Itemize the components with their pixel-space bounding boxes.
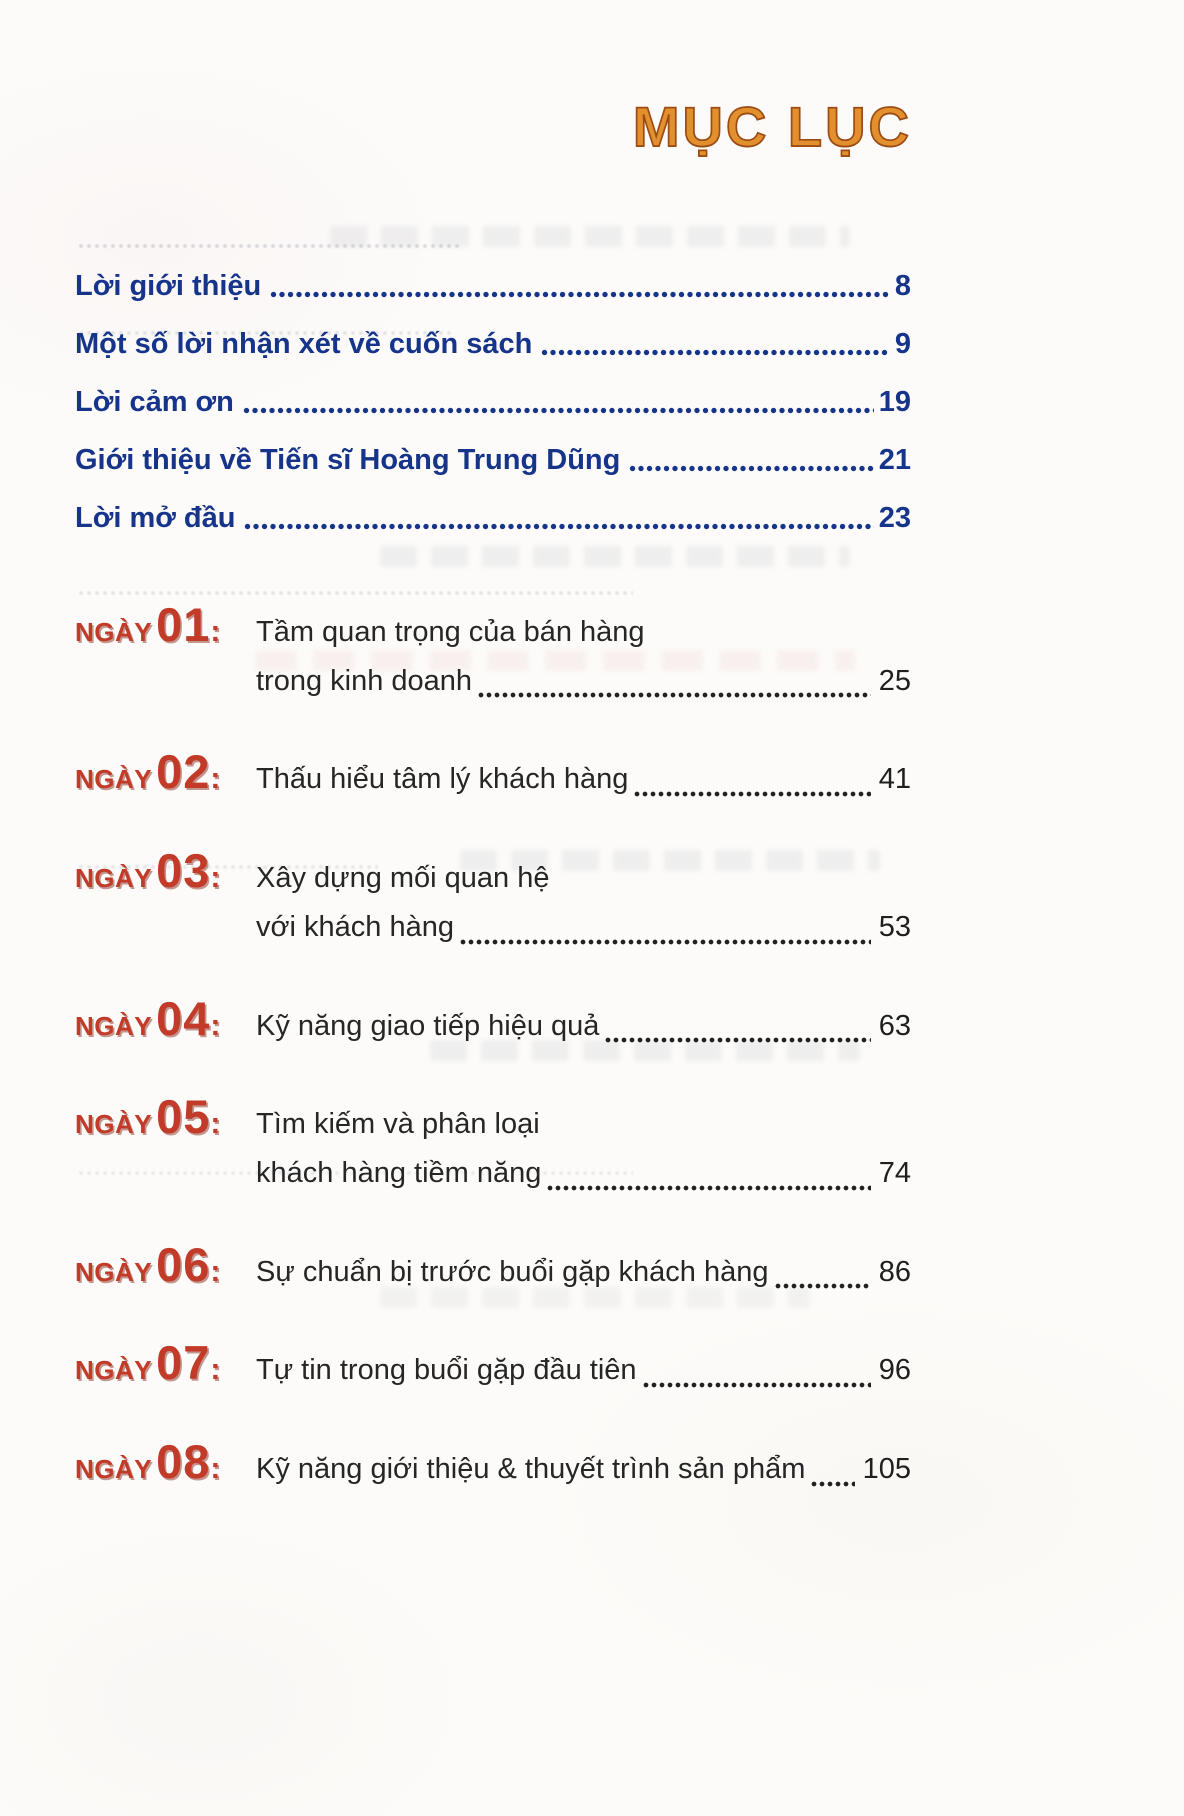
chapter-page: 41 [878, 763, 911, 796]
chapter-entry [75, 843, 911, 951]
chapter-title-block [256, 1089, 911, 1197]
chapter-page: 25 [878, 664, 911, 697]
chapter-title-block [256, 1237, 911, 1297]
dotted-leader [270, 291, 890, 298]
dotted-leader [478, 692, 871, 698]
dotted-leader [244, 523, 873, 530]
chapter-title-line1 [256, 1445, 911, 1494]
chapter-title-line1 [256, 755, 911, 804]
chapter-title-line2 [256, 903, 911, 952]
chapter-title-text: với khách hàng [256, 910, 454, 943]
chapter-title-text: Sự chuẩn bị trước buổi gặp khách hàng [256, 1255, 769, 1288]
day-number: 07 [156, 1336, 211, 1390]
chapter-entry [75, 1434, 911, 1494]
toc-entry-label: Giới thiệu về Tiến sĩ Hoàng Trung Dũng [75, 444, 621, 476]
day-word: NGÀY [75, 764, 153, 795]
chapter-title-line1 [256, 608, 911, 657]
toc-entry [75, 444, 911, 477]
day-word: NGÀY [75, 863, 153, 894]
dotted-leader [629, 465, 873, 472]
day-word: NGÀY [75, 1109, 153, 1140]
table-of-contents [75, 270, 911, 1533]
chapter-title-text: Tự tin trong buổi gặp đầu tiên [256, 1354, 637, 1387]
chapter-day-badge [75, 1335, 256, 1395]
dotted-leader [243, 407, 874, 414]
day-colon: : [210, 762, 221, 796]
toc-entry-label: Một số lời nhận xét về cuốn sách [75, 328, 533, 360]
chapter-title-block [256, 843, 911, 951]
chapter-title-line1 [256, 1248, 911, 1297]
toc-entry [75, 502, 911, 535]
chapter-day-badge [75, 991, 256, 1051]
dotted-leader [643, 1382, 871, 1388]
chapter-day-badge [75, 597, 256, 705]
chapter-page: 53 [878, 910, 911, 943]
chapter-title-block [256, 744, 911, 804]
day-number: 06 [156, 1237, 211, 1291]
chapter-list [75, 597, 911, 1494]
chapter-entry [75, 991, 911, 1051]
chapter-page: 86 [878, 1255, 911, 1288]
chapter-title-text: Tìm kiếm và phân loại [256, 1108, 540, 1141]
day-colon: : [210, 615, 221, 648]
front-matter-list [75, 270, 911, 535]
day-word: NGÀY [75, 617, 153, 647]
chapter-title-line1 [256, 1100, 911, 1149]
toc-entry-page: 8 [894, 270, 911, 302]
day-word: NGÀY [75, 1010, 153, 1041]
day-number: 01 [156, 598, 211, 651]
chapter-title-line1 [256, 1002, 911, 1051]
day-word: NGÀY [75, 1355, 153, 1386]
chapter-page: 96 [878, 1354, 911, 1387]
day-number: 03 [156, 844, 211, 898]
chapter-title-text: Kỹ năng giao tiếp hiệu quả [256, 1009, 600, 1042]
bleedthrough-dots [78, 243, 463, 249]
chapter-page: 105 [862, 1453, 911, 1486]
chapter-entry [75, 1335, 911, 1395]
dotted-leader [811, 1481, 854, 1487]
chapter-title-line1 [256, 854, 911, 903]
day-word: NGÀY [75, 1256, 153, 1287]
chapter-title-block [256, 991, 911, 1051]
chapter-title-block [256, 597, 911, 705]
dotted-leader [605, 1037, 870, 1043]
chapter-day-badge [75, 1237, 256, 1297]
toc-entry-page: 19 [878, 386, 911, 418]
chapter-title-text: khách hàng tiềm năng [256, 1157, 542, 1190]
dotted-leader [634, 791, 870, 797]
chapter-page: 63 [878, 1009, 911, 1042]
day-colon: : [210, 1452, 221, 1486]
toc-entry-page: 23 [878, 502, 911, 534]
chapter-title-line2 [256, 1149, 911, 1198]
day-number: 02 [156, 745, 211, 799]
chapter-title-text: Tầm quan trọng của bán hàng [256, 616, 645, 648]
chapter-title-text: Xây dựng mối quan hệ [256, 862, 550, 895]
toc-entry-label: Lời giới thiệu [75, 270, 262, 302]
day-number: 04 [156, 991, 211, 1045]
day-colon: : [210, 1353, 221, 1387]
toc-entry [75, 270, 911, 303]
toc-entry-page: 21 [878, 444, 911, 476]
chapter-title-line1 [256, 1346, 911, 1395]
toc-entry-page: 9 [894, 328, 911, 360]
day-colon: : [210, 1254, 221, 1288]
dotted-leader [547, 1185, 870, 1191]
chapter-day-badge [75, 744, 256, 804]
chapter-entry [75, 1089, 911, 1197]
day-colon: : [210, 1107, 221, 1141]
chapter-title-text: trong kinh doanh [256, 664, 473, 697]
chapter-entry [75, 744, 911, 804]
chapter-title-text: Thấu hiểu tâm lý khách hàng [256, 763, 629, 796]
chapter-title-block [256, 1434, 911, 1494]
page-title: MỤC LỤC [632, 95, 912, 158]
toc-entry [75, 386, 911, 419]
toc-entry-label: Lời mở đầu [75, 502, 236, 534]
dotted-leader [460, 939, 871, 945]
dotted-leader [775, 1283, 871, 1289]
day-word: NGÀY [75, 1454, 153, 1485]
day-colon: : [210, 861, 221, 895]
day-colon: : [210, 1008, 221, 1042]
toc-entry [75, 328, 911, 361]
chapter-title-text: Kỹ năng giới thiệu & thuyết trình sản phẩm [256, 1453, 806, 1486]
bleedthrough-text [330, 226, 850, 247]
chapter-day-badge [75, 843, 256, 951]
chapter-entry [75, 597, 911, 705]
chapter-entry [75, 1237, 911, 1297]
chapter-day-badge [75, 1434, 256, 1494]
chapter-title-line2 [256, 657, 911, 706]
chapter-page: 74 [878, 1157, 911, 1190]
day-number: 05 [156, 1090, 211, 1144]
dotted-leader [541, 349, 890, 356]
toc-entry-label: Lời cảm ơn [75, 386, 234, 418]
day-number: 08 [156, 1435, 211, 1489]
chapter-day-badge [75, 1089, 256, 1197]
chapter-title-block [256, 1335, 911, 1395]
